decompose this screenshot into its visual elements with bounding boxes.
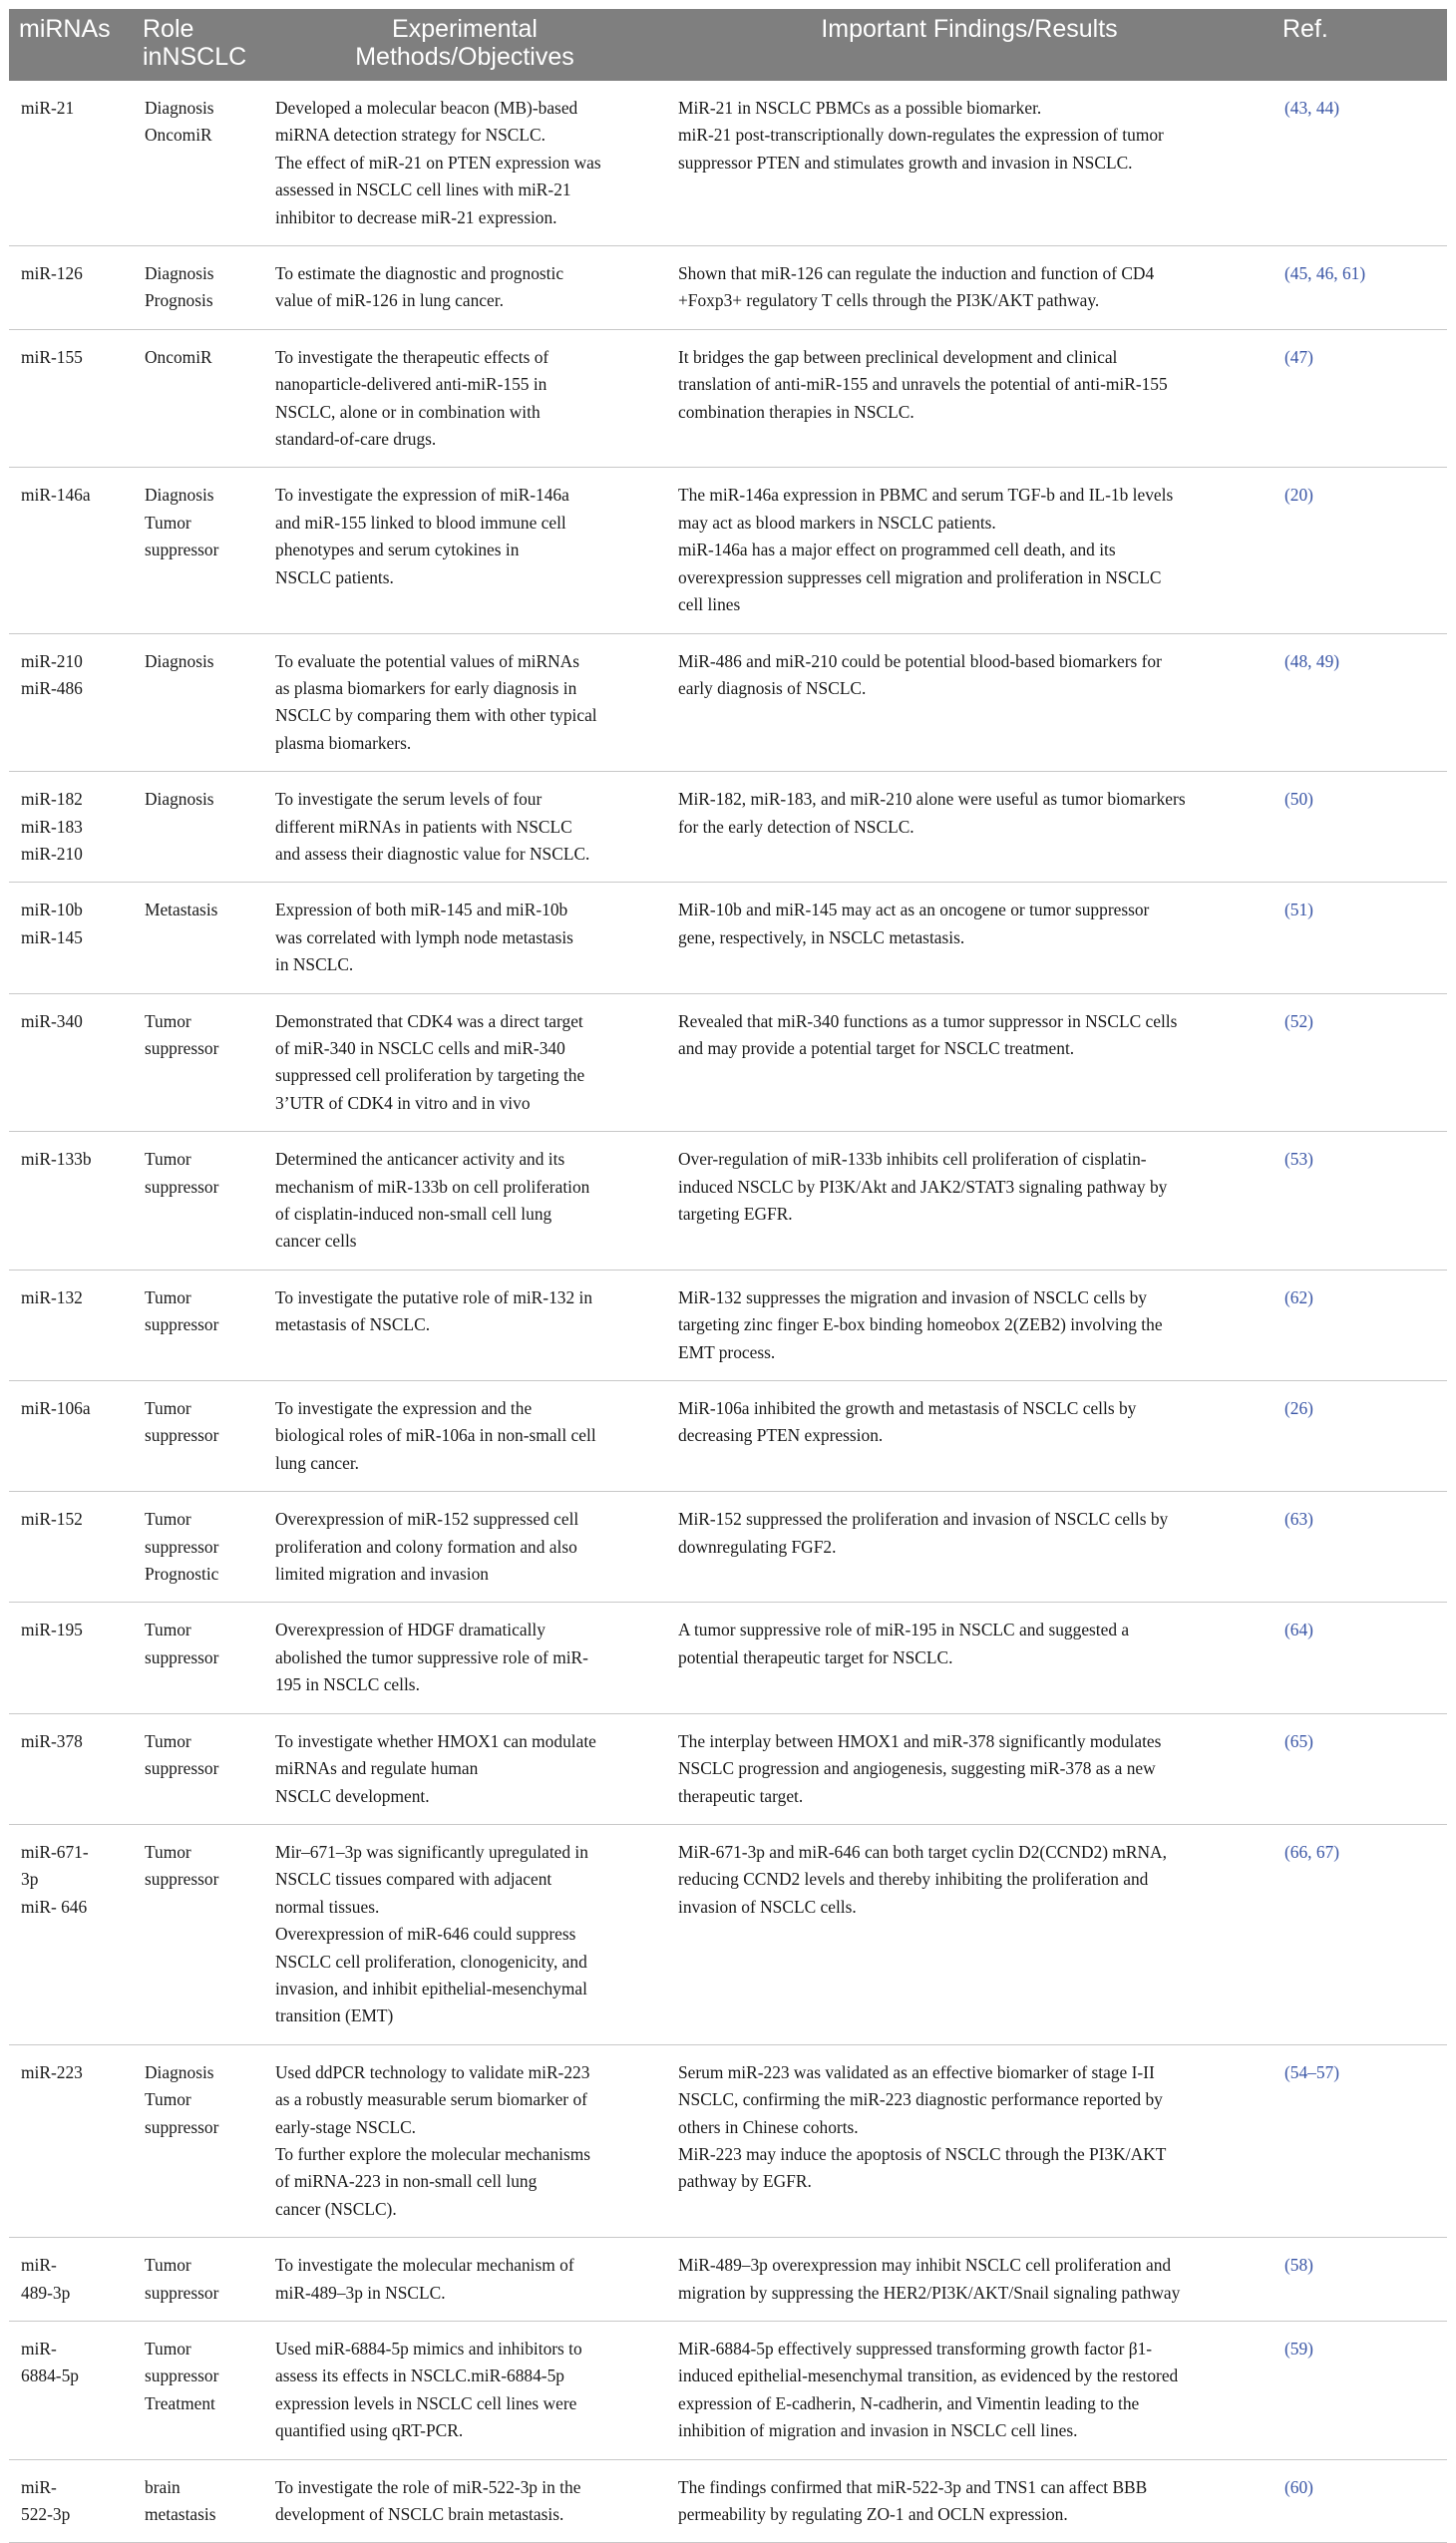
mirna-cell: miR-671- 3p miR- 646 bbox=[9, 1824, 133, 2044]
methods-cell: Overexpression of HDGF dramatically abolished the tumor suppressive role of miR- 195 in NSCLC cells. bbox=[263, 1603, 666, 1713]
reference-link[interactable]: (43, 44) bbox=[1284, 98, 1340, 118]
role-cell: Diagnosis bbox=[133, 633, 263, 772]
table-row bbox=[9, 1270, 1447, 1380]
table-row bbox=[9, 2238, 1447, 2322]
reference-link[interactable]: (60) bbox=[1284, 2476, 1313, 2497]
role-cell: Diagnosis Tumor suppressor bbox=[133, 2044, 263, 2237]
role-cell: Diagnosis Tumor suppressor bbox=[133, 468, 263, 633]
methods-cell: Determined the anticancer activity and its mechanism of miR-133b on cell proliferation of cisplatin-induced non-small cell lung cancer cells bbox=[263, 1132, 666, 1271]
methods-cell: To investigate the role of miR-522-3p in the development of NSCLC brain metastasis. bbox=[263, 2459, 666, 2543]
ref-cell bbox=[1273, 1713, 1447, 1824]
methods-cell: To investigate whether HMOX1 can modulate miRNAs and regulate human NSCLC development. bbox=[263, 1713, 666, 1824]
table-row bbox=[9, 2459, 1447, 2543]
reference-link[interactable]: (48, 49) bbox=[1284, 650, 1340, 671]
methods-cell: To estimate the diagnostic and prognostic value of miR-126 in lung cancer. bbox=[263, 246, 666, 330]
header-methods: Experimental Methods/Objectives bbox=[263, 9, 666, 81]
table-row bbox=[9, 772, 1447, 883]
methods-cell: To evaluate the potential values of miRNAs as plasma biomarkers for early diagnosis in NSCLC by comparing them with other typical plasma biomarkers. bbox=[263, 633, 666, 772]
mirna-cell: miR-106a bbox=[9, 1381, 133, 1492]
methods-cell: Demonstrated that CDK4 was a direct target of miR-340 in NSCLC cells and miR-340 suppressed cell proliferation by targeting the 3’UTR of CDK4 in vitro and in vivo bbox=[263, 993, 666, 1132]
table-row bbox=[9, 993, 1447, 1132]
reference-link[interactable]: (45, 46, 61) bbox=[1284, 263, 1366, 284]
reference-link[interactable]: (62) bbox=[1284, 1286, 1313, 1307]
reference-link[interactable]: (53) bbox=[1284, 1149, 1313, 1170]
table-row bbox=[9, 246, 1447, 330]
reference-link[interactable]: (52) bbox=[1284, 1010, 1313, 1031]
table-row bbox=[9, 633, 1447, 772]
header-role: Role inNSCLC bbox=[133, 9, 263, 81]
mirna-cell: miR-10b miR-145 bbox=[9, 883, 133, 993]
mirna-table-container bbox=[9, 9, 1447, 2543]
header-ref: Ref. bbox=[1273, 9, 1447, 81]
reference-link[interactable]: (64) bbox=[1284, 1620, 1313, 1640]
findings-cell: MiR-10b and miR-145 may act as an oncogene or tumor suppressor gene, respectively, in NSCLC metastasis. bbox=[666, 883, 1273, 993]
role-cell: Diagnosis Prognosis bbox=[133, 246, 263, 330]
ref-cell bbox=[1273, 2238, 1447, 2322]
findings-cell: A tumor suppressive role of miR-195 in NSCLC and suggested a potential therapeutic target for NSCLC. bbox=[666, 1603, 1273, 1713]
findings-cell: MiR-132 suppresses the migration and invasion of NSCLC cells by targeting zinc finger E-box binding homeobox 2(ZEB2) involving the EMT process. bbox=[666, 1270, 1273, 1380]
ref-cell bbox=[1273, 329, 1447, 468]
mirna-cell: miR-21 bbox=[9, 81, 133, 246]
table-row bbox=[9, 1824, 1447, 2044]
ref-cell bbox=[1273, 1270, 1447, 1380]
mirna-table bbox=[9, 9, 1447, 2543]
table-header bbox=[9, 9, 1447, 81]
mirna-cell: miR-210 miR-486 bbox=[9, 633, 133, 772]
role-cell: brain metastasis bbox=[133, 2459, 263, 2543]
mirna-cell: miR-155 bbox=[9, 329, 133, 468]
mirna-cell: miR-195 bbox=[9, 1603, 133, 1713]
methods-cell: To investigate the expression and the biological roles of miR-106a in non-small cell lung cancer. bbox=[263, 1381, 666, 1492]
mirna-cell: miR-132 bbox=[9, 1270, 133, 1380]
findings-cell: Over-regulation of miR-133b inhibits cell proliferation of cisplatin- induced NSCLC by PI3K/Akt and JAK2/STAT3 signaling pathway by targeting EGFR. bbox=[666, 1132, 1273, 1271]
mirna-cell: miR-223 bbox=[9, 2044, 133, 2237]
reference-link[interactable]: (54–57) bbox=[1284, 2061, 1340, 2082]
reference-link[interactable]: (58) bbox=[1284, 2255, 1313, 2276]
findings-cell: MiR-486 and miR-210 could be potential blood-based biomarkers for early diagnosis of NSCLC. bbox=[666, 633, 1273, 772]
methods-cell: To investigate the expression of miR-146a and miR-155 linked to blood immune cell phenotypes and serum cytokines in NSCLC patients. bbox=[263, 468, 666, 633]
role-cell: Tumor suppressor Prognostic bbox=[133, 1492, 263, 1603]
methods-cell: To investigate the serum levels of four different miRNAs in patients with NSCLC and assess their diagnostic value for NSCLC. bbox=[263, 772, 666, 883]
ref-cell bbox=[1273, 468, 1447, 633]
table-row bbox=[9, 1713, 1447, 1824]
role-cell: Metastasis bbox=[133, 883, 263, 993]
ref-cell bbox=[1273, 2322, 1447, 2460]
mirna-cell: miR-340 bbox=[9, 993, 133, 1132]
findings-cell: The miR-146a expression in PBMC and serum TGF-b and IL-1b levels may act as blood markers in NSCLC patients. miR-146a has a major effect on programmed cell death, and its overexpression suppresses cell migration and proliferation in NSCLC cell lines bbox=[666, 468, 1273, 633]
table-row bbox=[9, 1381, 1447, 1492]
findings-cell: Shown that miR-126 can regulate the induction and function of CD4 +Foxp3+ regulatory T cells through the PI3K/AKT pathway. bbox=[666, 246, 1273, 330]
table-row bbox=[9, 329, 1447, 468]
findings-cell: It bridges the gap between preclinical development and clinical translation of anti-miR-155 and unravels the potential of anti-miR-155 combination therapies in NSCLC. bbox=[666, 329, 1273, 468]
mirna-cell: miR-182 miR-183 miR-210 bbox=[9, 772, 133, 883]
findings-cell: Revealed that miR-340 functions as a tumor suppressor in NSCLC cells and may provide a potential target for NSCLC treatment. bbox=[666, 993, 1273, 1132]
methods-cell: To investigate the molecular mechanism of miR-489–3p in NSCLC. bbox=[263, 2238, 666, 2322]
reference-link[interactable]: (65) bbox=[1284, 1730, 1313, 1751]
role-cell: Tumor suppressor bbox=[133, 1132, 263, 1271]
role-cell: Tumor suppressor bbox=[133, 993, 263, 1132]
methods-cell: Overexpression of miR-152 suppressed cell proliferation and colony formation and also limited migration and invasion bbox=[263, 1492, 666, 1603]
header-findings: Important Findings/Results bbox=[666, 9, 1273, 81]
mirna-cell: miR-378 bbox=[9, 1713, 133, 1824]
header-mirnas: miRNAs bbox=[9, 9, 133, 81]
table-row bbox=[9, 883, 1447, 993]
ref-cell bbox=[1273, 1603, 1447, 1713]
role-cell: Tumor suppressor Treatment bbox=[133, 2322, 263, 2460]
findings-cell: MiR-182, miR-183, and miR-210 alone were useful as tumor biomarkers for the early detection of NSCLC. bbox=[666, 772, 1273, 883]
reference-link[interactable]: (66, 67) bbox=[1284, 1841, 1340, 1862]
findings-cell: The findings confirmed that miR-522-3p and TNS1 can affect BBB permeability by regulating ZO-1 and OCLN expression. bbox=[666, 2459, 1273, 2543]
ref-cell bbox=[1273, 81, 1447, 246]
table-row bbox=[9, 1603, 1447, 1713]
methods-cell: Used ddPCR technology to validate miR-223 as a robustly measurable serum biomarker of early-stage NSCLC. To further explore the molecular mechanisms of miRNA-223 in non-small cell lung cancer (NSCLC). bbox=[263, 2044, 666, 2237]
table-row bbox=[9, 2322, 1447, 2460]
role-cell: Tumor suppressor bbox=[133, 1713, 263, 1824]
methods-cell: To investigate the therapeutic effects of nanoparticle-delivered anti-miR-155 in NSCLC, alone or in combination with standard-of-care drugs. bbox=[263, 329, 666, 468]
role-cell: Diagnosis OncomiR bbox=[133, 81, 263, 246]
methods-cell: Used miR-6884-5p mimics and inhibitors to assess its effects in NSCLC.miR-6884-5p expression levels in NSCLC cell lines were quantified using qRT-PCR. bbox=[263, 2322, 666, 2460]
ref-cell bbox=[1273, 772, 1447, 883]
ref-cell bbox=[1273, 633, 1447, 772]
reference-link[interactable]: (59) bbox=[1284, 2339, 1313, 2359]
table-body bbox=[9, 81, 1447, 2543]
ref-cell bbox=[1273, 1492, 1447, 1603]
reference-link[interactable]: (20) bbox=[1284, 485, 1313, 506]
findings-cell: MiR-152 suppressed the proliferation and invasion of NSCLC cells by downregulating FGF2. bbox=[666, 1492, 1273, 1603]
reference-link[interactable]: (26) bbox=[1284, 1398, 1313, 1419]
ref-cell bbox=[1273, 1824, 1447, 2044]
reference-link[interactable]: (63) bbox=[1284, 1509, 1313, 1530]
mirna-cell: miR- 522-3p bbox=[9, 2459, 133, 2543]
mirna-cell: miR-126 bbox=[9, 246, 133, 330]
table-row bbox=[9, 1492, 1447, 1603]
findings-cell: The interplay between HMOX1 and miR-378 significantly modulates NSCLC progression and angiogenesis, suggesting miR-378 as a new therapeutic target. bbox=[666, 1713, 1273, 1824]
table-row bbox=[9, 468, 1447, 633]
mirna-cell: miR-146a bbox=[9, 468, 133, 633]
table-row bbox=[9, 81, 1447, 246]
reference-link[interactable]: (47) bbox=[1284, 346, 1313, 367]
role-cell: OncomiR bbox=[133, 329, 263, 468]
methods-cell: Mir–671–3p was significantly upregulated in NSCLC tissues compared with adjacent normal tissues. Overexpression of miR-646 could suppress NSCLC cell proliferation, clonogenicity, and invasion, and inhibit epithelial-mesenchymal transition (EMT) bbox=[263, 1824, 666, 2044]
mirna-cell: miR- 6884-5p bbox=[9, 2322, 133, 2460]
role-cell: Tumor suppressor bbox=[133, 1603, 263, 1713]
mirna-cell: miR- 489-3p bbox=[9, 2238, 133, 2322]
reference-link[interactable]: (50) bbox=[1284, 789, 1313, 810]
role-cell: Tumor suppressor bbox=[133, 1270, 263, 1380]
table-row bbox=[9, 1132, 1447, 1271]
findings-cell: Serum miR-223 was validated as an effective biomarker of stage I-II NSCLC, confirming the miR-223 diagnostic performance reported by others in Chinese cohorts. MiR-223 may induce the apoptosis of NSCLC through the PI3K/AKT pathway by EGFR. bbox=[666, 2044, 1273, 2237]
ref-cell bbox=[1273, 2044, 1447, 2237]
findings-cell: MiR-21 in NSCLC PBMCs as a possible biomarker. miR-21 post-transcriptionally down-regulates the expression of tumor suppressor PTEN and stimulates growth and invasion in NSCLC. bbox=[666, 81, 1273, 246]
role-cell: Tumor suppressor bbox=[133, 1824, 263, 2044]
methods-cell: Expression of both miR-145 and miR-10b was correlated with lymph node metastasis in NSCLC. bbox=[263, 883, 666, 993]
ref-cell bbox=[1273, 883, 1447, 993]
table-row bbox=[9, 2044, 1447, 2237]
header-row bbox=[9, 9, 1447, 81]
role-cell: Tumor suppressor bbox=[133, 2238, 263, 2322]
mirna-cell: miR-152 bbox=[9, 1492, 133, 1603]
findings-cell: MiR-671-3p and miR-646 can both target cyclin D2(CCND2) mRNA, reducing CCND2 levels and thereby inhibiting the proliferation and invasion of NSCLC cells. bbox=[666, 1824, 1273, 2044]
ref-cell bbox=[1273, 1381, 1447, 1492]
findings-cell: MiR-6884-5p effectively suppressed transforming growth factor β1- induced epithelial-mesenchymal transition, as evidenced by the restored expression of E-cadherin, N-cadherin, and Vimentin leading to the inhibition of migration and invasion in NSCLC cell lines. bbox=[666, 2322, 1273, 2460]
mirna-cell: miR-133b bbox=[9, 1132, 133, 1271]
ref-cell bbox=[1273, 2459, 1447, 2543]
findings-cell: MiR-489–3p overexpression may inhibit NSCLC cell proliferation and migration by suppressing the HER2/PI3K/AKT/Snail signaling pathway bbox=[666, 2238, 1273, 2322]
ref-cell bbox=[1273, 1132, 1447, 1271]
findings-cell: MiR-106a inhibited the growth and metastasis of NSCLC cells by decreasing PTEN expression. bbox=[666, 1381, 1273, 1492]
methods-cell: Developed a molecular beacon (MB)-based miRNA detection strategy for NSCLC. The effect of miR-21 on PTEN expression was assessed in NSCLC cell lines with miR-21 inhibitor to decrease miR-21 expression. bbox=[263, 81, 666, 246]
role-cell: Diagnosis bbox=[133, 772, 263, 883]
methods-cell: To investigate the putative role of miR-132 in metastasis of NSCLC. bbox=[263, 1270, 666, 1380]
ref-cell bbox=[1273, 993, 1447, 1132]
role-cell: Tumor suppressor bbox=[133, 1381, 263, 1492]
reference-link[interactable]: (51) bbox=[1284, 900, 1313, 920]
ref-cell bbox=[1273, 246, 1447, 330]
